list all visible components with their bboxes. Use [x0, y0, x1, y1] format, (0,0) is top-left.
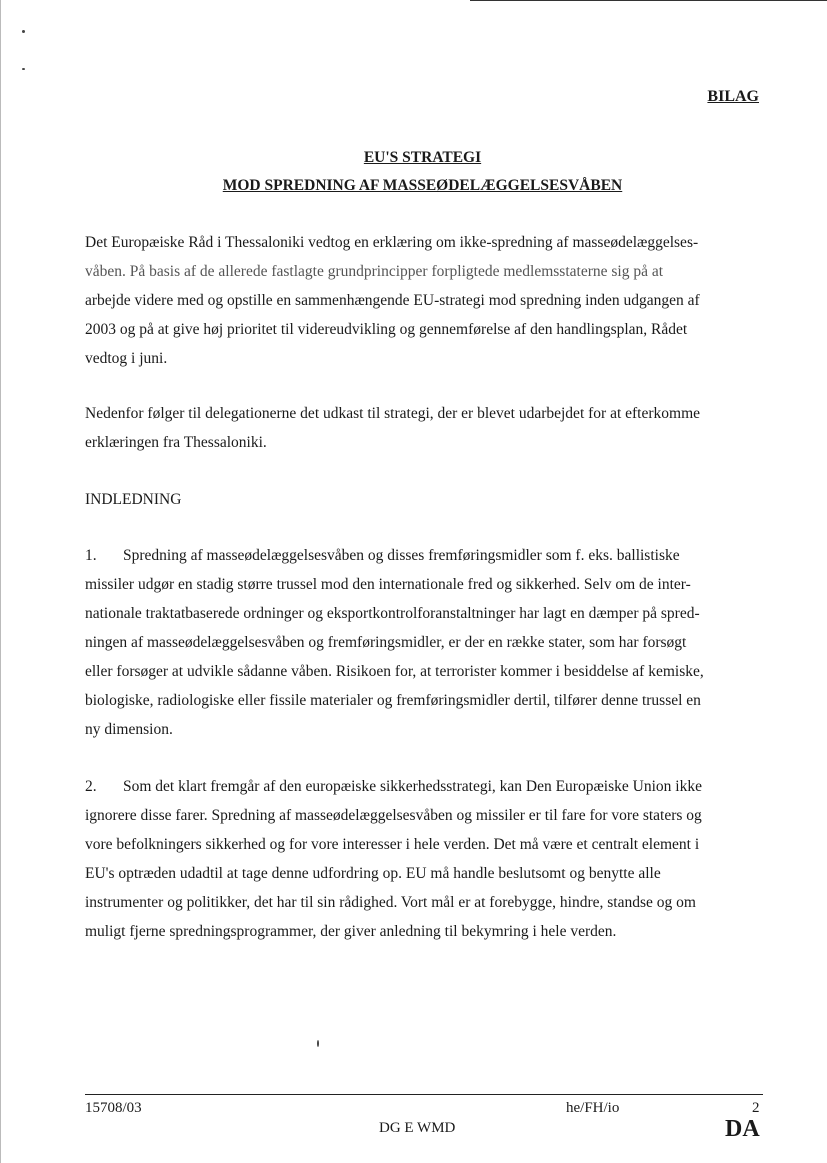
paragraph-number: 2. — [85, 778, 97, 795]
footer-rule — [85, 1094, 763, 1095]
text-line: vedtog i juni. — [85, 350, 168, 367]
text-line — [85, 541, 765, 570]
text-line: 2003 og på at give høj prioritet til videreudvikling og gennemførelse af den handlingsplan, Rådet — [85, 321, 688, 338]
title-line-2: MOD SPREDNING AF MASSEØDELÆGGELSESVÅBEN — [222, 177, 623, 194]
section-heading — [85, 485, 765, 514]
numbered-paragraph-2 — [85, 772, 765, 946]
footer-initials: he/FH/io — [566, 1100, 620, 1116]
text-line: missiler udgør en stadig større trussel mod den internationale fred og sikkerhed. Selv om de inter- — [85, 576, 691, 593]
text-line: ignorere disse farer. Spredning af masseødelæggelsesvåben og missiler er til fare for vore staters og — [85, 807, 702, 824]
footer-page-number: 2 — [752, 1100, 760, 1116]
text-line: vore befolkningers sikkerhed og for vore interesser i hele verden. Det må være et centralt element i — [85, 836, 700, 853]
scan-speck — [317, 1040, 319, 1047]
text-line — [85, 772, 765, 801]
numbered-paragraph-1 — [85, 541, 765, 744]
text-line: Nedenfor følger til delegationerne det udkast til strategi, der er blevet udarbejdet for at efterkomme — [85, 405, 701, 422]
text-line: våben. På basis af de allerede fastlagte grundprincipper forpligtede medlemsstaterne sig på at — [85, 263, 664, 280]
footer-doc-number: 15708/03 — [85, 1100, 142, 1116]
document-title — [0, 144, 827, 200]
intro-paragraph-2 — [85, 399, 765, 457]
text-line: Det Europæiske Råd i Thessaloniki vedtog en erklæring om ikke-spredning af masseødelæggelses- — [85, 234, 699, 251]
scan-speck — [22, 30, 25, 33]
scan-edge-top — [470, 0, 827, 1]
footer-directorate: DG E WMD — [379, 1120, 456, 1136]
text-line: muligt fjerne spredningsprogrammer, der giver anledning til bekymring i hele verden. — [85, 923, 617, 940]
text-line-content: Spredning af masseødelæggelsesvåben og disses fremføringsmidler som f. eks. ballistiske — [123, 547, 680, 564]
text-line: biologiske, radiologiske eller fissile materialer og fremføringsmidler dertil, tilfører denne trussel en — [85, 692, 701, 709]
scan-speck — [22, 68, 25, 70]
text-line: ningen af masseødelæggelsesvåben og fremføringsmidler, er der en række stater, som har forsøgt — [85, 634, 687, 651]
text-line: instrumenter og politikker, det har til sin rådighed. Vort mål er at forebygge, hindre, standse og om — [85, 894, 696, 911]
title-line-1: EU'S STRATEGI — [363, 149, 482, 166]
text-line: arbejde videre med og opstille en sammenhængende EU-strategi mod spredning inden udgangen af — [85, 292, 700, 309]
text-line: nationale traktatbaserede ordninger og eksportkontrolforanstaltninger har lagt en dæmper på spred- — [85, 605, 700, 622]
intro-paragraph-1 — [85, 228, 765, 373]
paragraph-number: 1. — [85, 547, 97, 564]
section-heading-text: INDLEDNING — [85, 491, 182, 508]
text-line: EU's optræden udadtil at tage denne udfordring op. EU må handle beslutsomt og benytte alle — [85, 865, 661, 882]
text-line: eller forsøger at udvikle sådanne våben. Risikoen for, at terrorister kommer i besiddelse af kemiske, — [85, 663, 704, 680]
text-line: erklæringen fra Thessaloniki. — [85, 434, 267, 451]
text-line-content: Som det klart fremgår af den europæiske sikkerhedsstrategi, kan Den Europæiske Union ikke — [123, 778, 702, 795]
footer-language: DA — [725, 1116, 760, 1142]
annex-label: BILAG — [707, 88, 759, 105]
text-line: ny dimension. — [85, 721, 173, 738]
